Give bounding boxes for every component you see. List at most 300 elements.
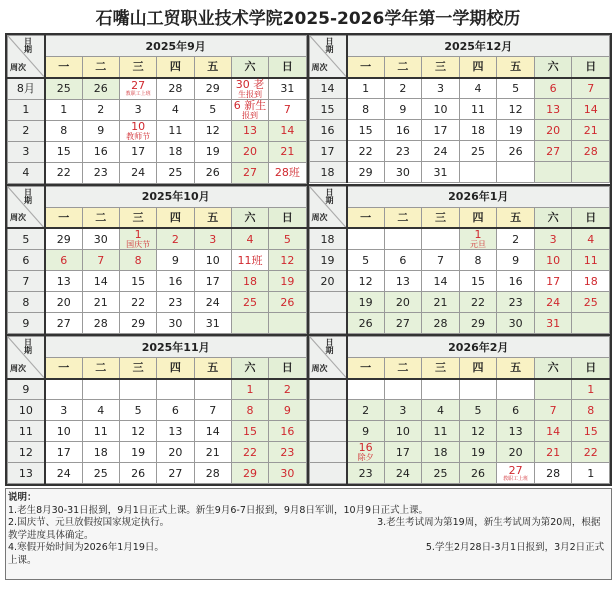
day-number: 24 bbox=[395, 466, 410, 480]
day-number: 1 bbox=[246, 382, 254, 396]
day-number: 6 bbox=[171, 403, 179, 417]
day-number: 6 bbox=[549, 81, 557, 95]
day-cell bbox=[497, 120, 535, 141]
day-number: 25 bbox=[433, 466, 448, 480]
day-number: 17 bbox=[205, 274, 220, 288]
day-cell bbox=[347, 379, 385, 400]
day-cell bbox=[119, 421, 156, 442]
week-number: 20 bbox=[309, 271, 347, 292]
day-number: 25 bbox=[583, 295, 598, 309]
week-label: 周次 bbox=[10, 62, 26, 72]
weekday-header: 一 bbox=[45, 57, 82, 78]
day-cell bbox=[231, 313, 268, 334]
day-cell bbox=[82, 400, 119, 421]
page-title: 石嘴山工贸职业技术学院2025-2026学年第一学期校历 bbox=[95, 9, 521, 29]
day-cell bbox=[82, 78, 119, 100]
day-cell bbox=[157, 120, 194, 141]
day-cell bbox=[231, 99, 268, 120]
day-cell bbox=[194, 250, 231, 271]
day-cell bbox=[82, 99, 119, 120]
month-block bbox=[7, 35, 309, 186]
weekday-header: 二 bbox=[82, 207, 119, 228]
weekday-header: 三 bbox=[119, 57, 156, 78]
day-note: 教职工上班 bbox=[503, 475, 529, 482]
day-number: 21 bbox=[433, 295, 448, 309]
day-number: 9 bbox=[512, 253, 520, 267]
week-number bbox=[309, 292, 347, 313]
week-row bbox=[8, 421, 307, 442]
day-number: 31 bbox=[280, 82, 295, 95]
month-title: 2025年12月 bbox=[347, 36, 610, 57]
note-5: 5.学生2月28日-3月1日报到，3月2日正式上课。 bbox=[8, 542, 605, 566]
weekday-header: 三 bbox=[422, 358, 460, 379]
week-row bbox=[309, 421, 610, 442]
calendar-grid bbox=[5, 33, 612, 486]
weekday-header: 四 bbox=[459, 358, 497, 379]
day-cell bbox=[45, 99, 82, 120]
day-cell bbox=[119, 463, 156, 484]
day-number: 27 bbox=[395, 316, 410, 330]
date-label: 日 期 bbox=[24, 37, 32, 54]
week-number: 7 bbox=[8, 271, 45, 292]
day-cell bbox=[194, 141, 231, 162]
day-cell bbox=[231, 463, 268, 484]
day-cell bbox=[384, 99, 422, 120]
day-cell bbox=[384, 379, 422, 400]
day-cell bbox=[347, 442, 385, 463]
day-cell bbox=[119, 78, 156, 100]
day-number: 7 bbox=[283, 103, 291, 116]
day-number: 18 bbox=[243, 274, 258, 288]
day-cell bbox=[534, 228, 572, 250]
day-number: 1 bbox=[362, 81, 370, 95]
day-cell bbox=[194, 228, 231, 250]
day-cell bbox=[497, 379, 535, 400]
weekday-header: 六 bbox=[231, 207, 268, 228]
day-cell bbox=[422, 162, 460, 183]
week-number bbox=[309, 379, 347, 400]
day-cell bbox=[45, 141, 82, 162]
week-number: 4 bbox=[8, 162, 45, 183]
weekday-header: 二 bbox=[82, 358, 119, 379]
day-number: 19 bbox=[471, 445, 486, 459]
day-number: 25 bbox=[243, 295, 258, 309]
weekday-header: 四 bbox=[157, 207, 194, 228]
day-cell bbox=[194, 463, 231, 484]
day-number: 26 bbox=[358, 316, 373, 330]
day-cell bbox=[194, 442, 231, 463]
day-cell bbox=[82, 162, 119, 183]
weekday-header: 日 bbox=[572, 57, 610, 78]
month-table bbox=[7, 336, 307, 484]
day-number: 29 bbox=[131, 316, 146, 330]
weekday-header: 日 bbox=[269, 57, 306, 78]
day-cell bbox=[269, 379, 306, 400]
day-number: 3 bbox=[399, 403, 407, 417]
day-number: 2 bbox=[512, 232, 520, 246]
day-cell bbox=[534, 421, 572, 442]
day-number: 8 bbox=[246, 403, 254, 417]
day-number: 8 bbox=[134, 253, 142, 267]
day-cell bbox=[119, 400, 156, 421]
day-cell bbox=[347, 271, 385, 292]
notes-section bbox=[5, 488, 612, 580]
day-cell bbox=[231, 292, 268, 313]
week-row bbox=[309, 400, 610, 421]
day-number: 16 bbox=[508, 274, 523, 288]
day-number: 29 bbox=[56, 232, 71, 246]
day-cell bbox=[572, 292, 610, 313]
weekday-header: 三 bbox=[119, 207, 156, 228]
day-cell bbox=[157, 292, 194, 313]
corner-cell bbox=[8, 36, 45, 78]
day-number: 3 bbox=[60, 403, 68, 417]
day-cell bbox=[157, 421, 194, 442]
day-number: 19 bbox=[280, 274, 295, 288]
day-number: 20 bbox=[56, 295, 71, 309]
weekday-row bbox=[309, 207, 610, 228]
day-cell bbox=[45, 292, 82, 313]
day-number: 19 bbox=[358, 295, 373, 309]
weekday-header: 五 bbox=[497, 57, 535, 78]
day-cell bbox=[459, 292, 497, 313]
day-cell bbox=[45, 379, 82, 400]
weekday-header: 一 bbox=[347, 358, 385, 379]
month-table bbox=[309, 336, 611, 484]
week-row bbox=[8, 250, 307, 271]
day-cell bbox=[384, 78, 422, 99]
week-number: 2 bbox=[8, 120, 45, 141]
day-number: 23 bbox=[358, 466, 373, 480]
day-number: 16 bbox=[395, 123, 410, 137]
day-cell bbox=[459, 162, 497, 183]
day-number: 9 bbox=[399, 102, 407, 116]
weekday-header: 一 bbox=[347, 57, 385, 78]
day-number: 24 bbox=[56, 466, 71, 480]
day-number: 20 bbox=[168, 445, 183, 459]
day-number: 31 bbox=[205, 316, 220, 330]
day-cell bbox=[534, 162, 572, 183]
day-number: 22 bbox=[583, 445, 598, 459]
day-cell bbox=[572, 400, 610, 421]
date-label: 日 期 bbox=[325, 37, 334, 54]
note-2-3 bbox=[8, 517, 609, 542]
week-row bbox=[309, 442, 610, 463]
day-number: 22 bbox=[358, 144, 373, 158]
day-number: 6 bbox=[512, 403, 520, 417]
weekday-header: 三 bbox=[422, 207, 460, 228]
week-row bbox=[8, 271, 307, 292]
week-row bbox=[309, 141, 610, 162]
day-number: 28 bbox=[583, 144, 598, 158]
day-cell bbox=[497, 421, 535, 442]
day-cell bbox=[45, 120, 82, 141]
day-cell bbox=[119, 162, 156, 183]
day-cell bbox=[194, 313, 231, 334]
week-row bbox=[309, 250, 610, 271]
note-2: 2.国庆节、元旦放假按国家规定执行。 bbox=[8, 517, 170, 528]
week-number: 8月 bbox=[8, 78, 45, 100]
day-number: 11班 bbox=[237, 253, 263, 267]
month-table bbox=[309, 35, 611, 183]
day-number: 13 bbox=[56, 274, 71, 288]
day-number: 4 bbox=[587, 232, 595, 246]
day-cell bbox=[534, 292, 572, 313]
day-cell bbox=[497, 78, 535, 99]
day-number: 17 bbox=[395, 445, 410, 459]
day-cell bbox=[82, 228, 119, 250]
week-row bbox=[8, 313, 307, 334]
day-number: 6 bbox=[399, 253, 407, 267]
day-cell bbox=[572, 250, 610, 271]
day-number: 30 bbox=[93, 232, 108, 246]
day-number: 21 bbox=[546, 445, 561, 459]
day-number: 25 bbox=[471, 144, 486, 158]
day-cell bbox=[347, 141, 385, 162]
day-cell bbox=[347, 292, 385, 313]
weekday-header: 六 bbox=[534, 358, 572, 379]
week-number: 6 bbox=[8, 250, 45, 271]
day-cell bbox=[157, 379, 194, 400]
weekday-header: 五 bbox=[194, 57, 231, 78]
weekday-row bbox=[309, 57, 610, 78]
corner-cell bbox=[309, 186, 347, 228]
day-number: 26 bbox=[205, 166, 220, 179]
month-block bbox=[309, 336, 611, 486]
day-cell bbox=[422, 228, 460, 250]
day-cell bbox=[119, 292, 156, 313]
day-cell bbox=[384, 421, 422, 442]
day-number: 15 bbox=[56, 145, 71, 158]
day-cell bbox=[384, 271, 422, 292]
date-label: 日 期 bbox=[325, 338, 334, 355]
day-cell bbox=[422, 250, 460, 271]
day-cell bbox=[231, 442, 268, 463]
week-row bbox=[309, 271, 610, 292]
day-number: 13 bbox=[508, 424, 523, 438]
day-note: 除夕 bbox=[357, 453, 374, 462]
day-number: 28 bbox=[168, 82, 183, 95]
day-number: 1 bbox=[60, 103, 68, 116]
day-cell bbox=[347, 120, 385, 141]
weekday-header: 四 bbox=[157, 358, 194, 379]
day-cell bbox=[157, 78, 194, 100]
day-cell bbox=[459, 120, 497, 141]
day-cell bbox=[384, 228, 422, 250]
week-number: 1 bbox=[8, 99, 45, 120]
day-cell bbox=[534, 141, 572, 162]
day-number: 3 bbox=[134, 103, 142, 116]
month-title: 2026年2月 bbox=[347, 337, 610, 358]
day-number: 2 bbox=[283, 382, 291, 396]
day-cell bbox=[572, 162, 610, 183]
week-label: 周次 bbox=[311, 363, 328, 373]
day-number: 24 bbox=[546, 295, 561, 309]
day-cell bbox=[157, 99, 194, 120]
day-cell bbox=[497, 271, 535, 292]
day-cell bbox=[384, 442, 422, 463]
day-cell bbox=[269, 400, 306, 421]
weekday-header: 日 bbox=[269, 358, 306, 379]
weekday-row bbox=[8, 358, 307, 379]
day-number: 22 bbox=[471, 295, 486, 309]
day-cell bbox=[572, 463, 610, 484]
day-cell bbox=[269, 292, 306, 313]
weekday-header: 四 bbox=[459, 57, 497, 78]
weekday-header: 五 bbox=[497, 207, 535, 228]
weekday-header: 二 bbox=[384, 207, 422, 228]
month-title: 2025年11月 bbox=[45, 337, 306, 358]
day-number: 16 bbox=[93, 145, 108, 158]
weekday-header: 一 bbox=[45, 358, 82, 379]
day-cell bbox=[384, 313, 422, 334]
day-number: 28 bbox=[546, 466, 561, 480]
month-block bbox=[7, 336, 309, 486]
day-cell bbox=[422, 99, 460, 120]
day-cell bbox=[82, 442, 119, 463]
week-number: 18 bbox=[309, 162, 347, 183]
weekday-header: 日 bbox=[269, 207, 306, 228]
day-number: 10 bbox=[131, 119, 146, 133]
day-cell bbox=[119, 99, 156, 120]
day-cell bbox=[459, 400, 497, 421]
week-label: 周次 bbox=[10, 213, 26, 222]
day-cell bbox=[422, 463, 460, 484]
weekday-row bbox=[8, 57, 307, 78]
day-cell bbox=[45, 250, 82, 271]
day-number: 30 bbox=[280, 466, 295, 480]
month-block bbox=[7, 186, 309, 337]
week-row bbox=[309, 162, 610, 183]
day-number: 28 bbox=[433, 316, 448, 330]
week-number: 19 bbox=[309, 250, 347, 271]
day-cell bbox=[422, 421, 460, 442]
day-cell bbox=[157, 228, 194, 250]
day-cell bbox=[157, 442, 194, 463]
day-cell bbox=[459, 421, 497, 442]
week-number bbox=[309, 313, 347, 334]
note-4: 4.寒假开始时间为2026年1月19日。 bbox=[8, 542, 164, 553]
day-cell bbox=[497, 442, 535, 463]
day-cell bbox=[497, 463, 535, 484]
day-cell bbox=[194, 78, 231, 100]
day-cell bbox=[459, 250, 497, 271]
week-label: 周次 bbox=[311, 62, 328, 72]
day-number: 16 bbox=[168, 274, 183, 288]
day-number: 26 bbox=[508, 144, 523, 158]
day-cell bbox=[534, 120, 572, 141]
day-number: 7 bbox=[209, 403, 217, 417]
day-cell bbox=[384, 162, 422, 183]
day-number: 11 bbox=[471, 102, 486, 116]
day-number: 23 bbox=[280, 445, 295, 459]
month-table bbox=[7, 186, 307, 335]
day-number: 11 bbox=[583, 253, 598, 267]
day-number: 5 bbox=[134, 403, 142, 417]
day-note: 教师节 bbox=[126, 131, 151, 141]
day-note: 教职工上班 bbox=[125, 91, 151, 97]
note-1: 1.老生8月30-31日报到，9月1日正式上课。新生9月6-7日报到，9月8日军训，10月9日正式上课。 bbox=[8, 504, 429, 516]
day-number: 15 bbox=[131, 274, 146, 288]
day-number: 15 bbox=[583, 424, 598, 438]
day-number: 31 bbox=[433, 165, 448, 179]
day-cell bbox=[534, 78, 572, 99]
weekday-header: 一 bbox=[45, 207, 82, 228]
day-cell bbox=[497, 313, 535, 334]
day-cell bbox=[534, 313, 572, 334]
day-cell bbox=[384, 120, 422, 141]
day-cell bbox=[269, 313, 306, 334]
day-cell bbox=[347, 162, 385, 183]
day-number: 11 bbox=[93, 424, 108, 438]
day-cell bbox=[572, 313, 610, 334]
day-cell bbox=[45, 400, 82, 421]
day-cell bbox=[572, 379, 610, 400]
day-cell bbox=[231, 271, 268, 292]
week-row bbox=[309, 463, 610, 484]
day-cell bbox=[572, 271, 610, 292]
day-number: 16 bbox=[358, 441, 373, 454]
day-number: 5 bbox=[362, 253, 370, 267]
day-number: 29 bbox=[205, 82, 220, 95]
corner-cell bbox=[309, 337, 347, 379]
day-number: 27 bbox=[243, 166, 258, 179]
corner-cell bbox=[309, 36, 347, 78]
weekday-header: 五 bbox=[194, 207, 231, 228]
week-label: 周次 bbox=[311, 213, 328, 222]
day-number: 26 bbox=[280, 295, 295, 309]
day-number: 14 bbox=[205, 424, 220, 438]
week-number: 10 bbox=[8, 400, 45, 421]
day-number: 14 bbox=[93, 274, 108, 288]
day-number: 22 bbox=[56, 166, 71, 179]
day-number: 1 bbox=[587, 466, 595, 480]
day-number: 29 bbox=[243, 466, 258, 480]
day-number: 25 bbox=[168, 166, 183, 179]
day-number: 10 bbox=[205, 253, 220, 267]
day-cell bbox=[231, 141, 268, 162]
day-cell bbox=[572, 120, 610, 141]
week-row bbox=[8, 292, 307, 313]
weekday-header: 二 bbox=[82, 57, 119, 78]
day-cell bbox=[231, 400, 268, 421]
day-number: 12 bbox=[205, 124, 220, 137]
day-number: 24 bbox=[433, 144, 448, 158]
month-title: 2025年9月 bbox=[45, 36, 306, 57]
day-cell bbox=[384, 400, 422, 421]
day-number: 30 老 bbox=[235, 77, 265, 91]
day-number: 27 bbox=[508, 463, 523, 477]
weekday-header: 日 bbox=[572, 358, 610, 379]
weekday-header: 二 bbox=[384, 57, 422, 78]
day-cell bbox=[157, 463, 194, 484]
week-row bbox=[8, 379, 307, 400]
day-cell bbox=[459, 463, 497, 484]
day-cell bbox=[459, 379, 497, 400]
day-number: 10 bbox=[546, 253, 561, 267]
day-cell bbox=[422, 313, 460, 334]
day-cell bbox=[459, 271, 497, 292]
day-cell bbox=[157, 271, 194, 292]
day-cell bbox=[119, 442, 156, 463]
day-cell bbox=[459, 99, 497, 120]
month-title: 2025年10月 bbox=[45, 186, 306, 207]
day-cell bbox=[157, 141, 194, 162]
month-header-row bbox=[8, 186, 307, 207]
day-number: 21 bbox=[280, 145, 295, 158]
day-cell bbox=[269, 78, 306, 100]
day-cell bbox=[82, 141, 119, 162]
